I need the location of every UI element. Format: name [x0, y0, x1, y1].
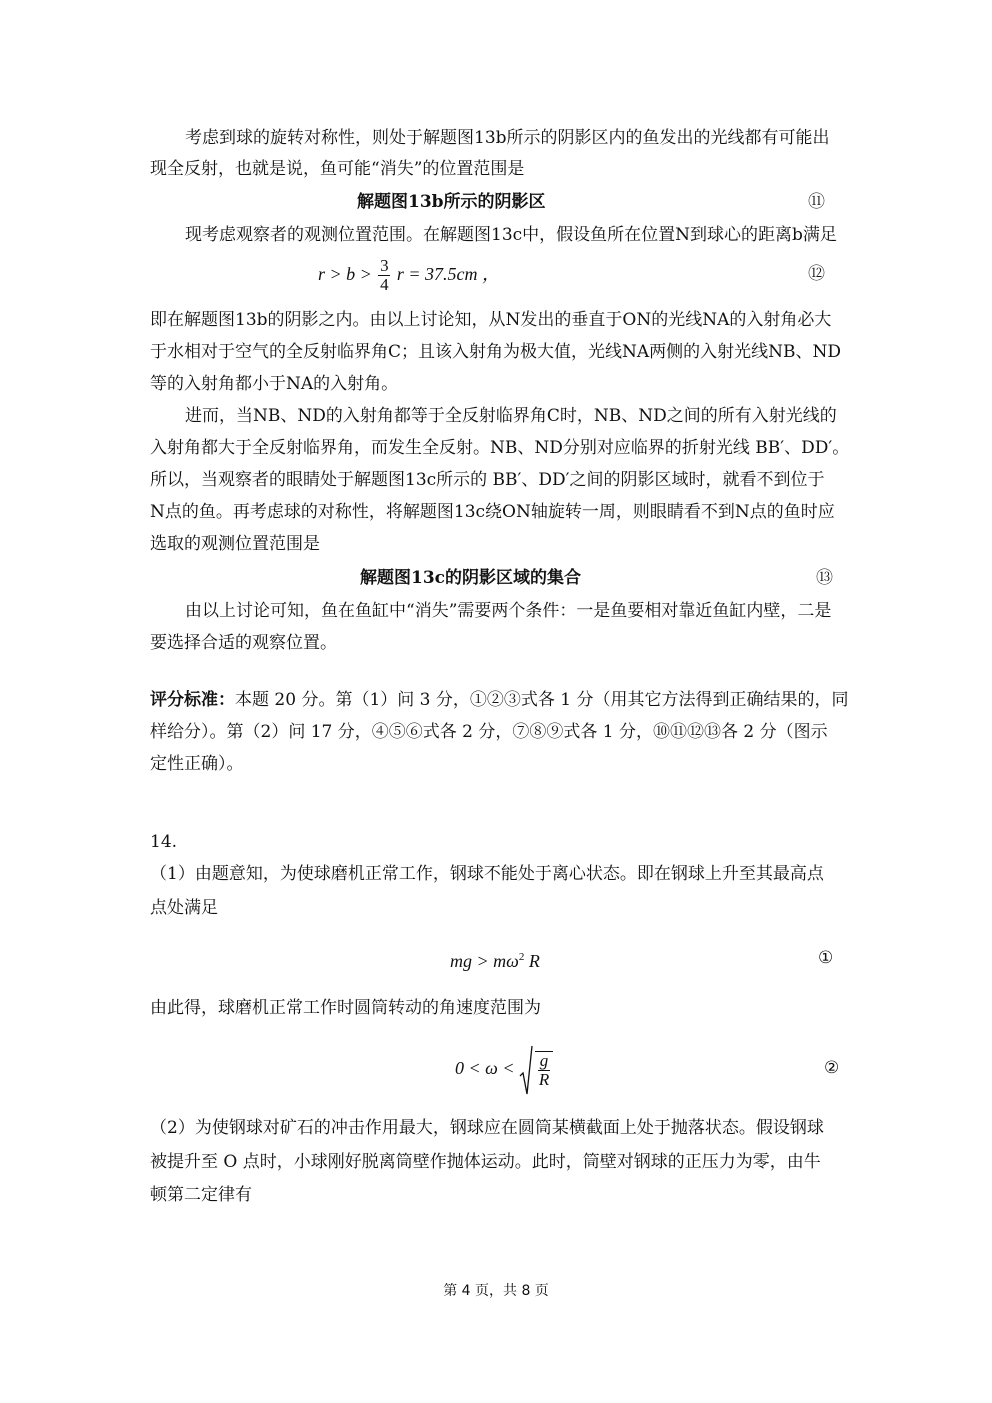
eq12-right: r = 37.5cm ， [396, 264, 500, 284]
paragraph-line: 点处满足 [150, 898, 218, 918]
paragraph-line: 由以上讨论可知，鱼在鱼缸中“消失”需要两个条件：一是鱼要相对靠近鱼缸内壁，二是 [185, 601, 832, 621]
paragraph-line: N点的鱼。再考虑球的对称性，将解题图13c绕ON轴旋转一周，则眼睛看不到N点的鱼时应 [150, 502, 835, 522]
paragraph-line: 即在解题图13b的阴影之内。由以上讨论知，从N发出的垂直于ON的光线NA的入射角必大 [150, 310, 832, 330]
equation-number-11: ⑪ [808, 192, 825, 212]
equation-number-2: ② [824, 1058, 840, 1078]
equation-12 [318, 252, 500, 296]
paragraph-line: 进而，当NB、ND的入射角都等于全反射临界角C时，NB、ND之间的所有入射光线的 [185, 406, 837, 426]
eq12-denominator: 4 [380, 275, 389, 295]
paragraph-line: 于水相对于空气的全反射临界角C；且该入射角为极大值，光线NA两侧的入射光线NB、ND [150, 342, 842, 362]
eq2-left: 0 < ω < [455, 1058, 515, 1078]
eq2-denominator: R [538, 1069, 550, 1089]
eq12-numerator: 3 [380, 256, 389, 276]
eq12-left: r > b > [318, 264, 372, 284]
eq1-omega: ω [506, 951, 519, 971]
paragraph-line: （2）为使钢球对矿石的冲击作用最大，钢球应在圆筒某横截面上处于抛落状态。假设钢球 [150, 1118, 824, 1138]
equation-1 [450, 945, 540, 973]
paragraph-line: 所以，当观察者的眼睛处于解题图13c所示的 BB′、DD′之间的阴影区域时，就看不到位于 [150, 470, 825, 490]
paragraph-line: 顿第二定律有 [150, 1185, 252, 1205]
eq2-fraction [535, 1051, 553, 1089]
scoring-label: 评分标准： [150, 690, 235, 710]
paragraph-line: 现考虑观察者的观测位置范围。在解题图13c中，假设鱼所在位置N到球心的距离b满足 [185, 225, 837, 245]
result-eleven: 解题图13b所示的阴影区 [357, 192, 546, 212]
paragraph-line: 等的入射角都小于NA的入射角。 [150, 374, 399, 394]
paragraph-line: 入射角都大于全反射临界角，而发生全反射。NB、ND分别对应临界的折射光线 BB′、DD′。 [150, 438, 850, 458]
eq2-sqrt [519, 1044, 555, 1096]
eq1-left: mg > m [450, 951, 507, 971]
sqrt-radical-icon [519, 1044, 533, 1096]
paragraph-line: 被提升至 O 点时，小球刚好脱离筒壁作抛体运动。此时，筒壁对钢球的正压力为零，由牛 [150, 1152, 821, 1172]
scoring-line [150, 688, 849, 712]
paragraph-line: 现全反射，也就是说，鱼可能“消失”的位置范围是 [150, 159, 525, 179]
question-number: 14. [150, 832, 178, 852]
paragraph-line: 选取的观测位置范围是 [150, 534, 320, 554]
equation-number-12: ⑫ [808, 264, 825, 284]
eq12-fraction [378, 257, 390, 294]
equation-number-13: ⑬ [816, 568, 833, 588]
scoring-line: 样给分）。第（2）问 17 分，④⑤⑥式各 2 分，⑦⑧⑨式各 1 分，⑩⑪⑫⑬各 2 分（图示 [150, 722, 828, 742]
paragraph-line: 要选择合适的观察位置。 [150, 633, 337, 653]
eq2-numerator: g [539, 1050, 549, 1070]
page-footer: 第 4 页，共 8 页 [443, 1283, 549, 1299]
eq1-right: R [528, 951, 540, 971]
equation-number-1: ① [818, 948, 834, 968]
scoring-line: 定性正确）。 [150, 754, 244, 774]
paragraph-line: 由此得，球磨机正常工作时圆筒转动的角速度范围为 [150, 998, 541, 1018]
scoring-text: 本题 20 分。第（1）问 3 分，①②③式各 1 分（用其它方法得到正确结果的，同 [235, 690, 849, 710]
paragraph-line: （1）由题意知，为使球磨机正常工作，钢球不能处于离心状态。即在钢球上升至其最高点 [150, 864, 824, 884]
paragraph-line: 考虑到球的旋转对称性，则处于解题图13b所示的阴影区内的鱼发出的光线都有可能出 [185, 128, 830, 148]
result-thirteen: 解题图13c的阴影区域的集合 [360, 568, 582, 588]
eq1-exponent: 2 [518, 951, 525, 963]
equation-2 [455, 1040, 555, 1096]
